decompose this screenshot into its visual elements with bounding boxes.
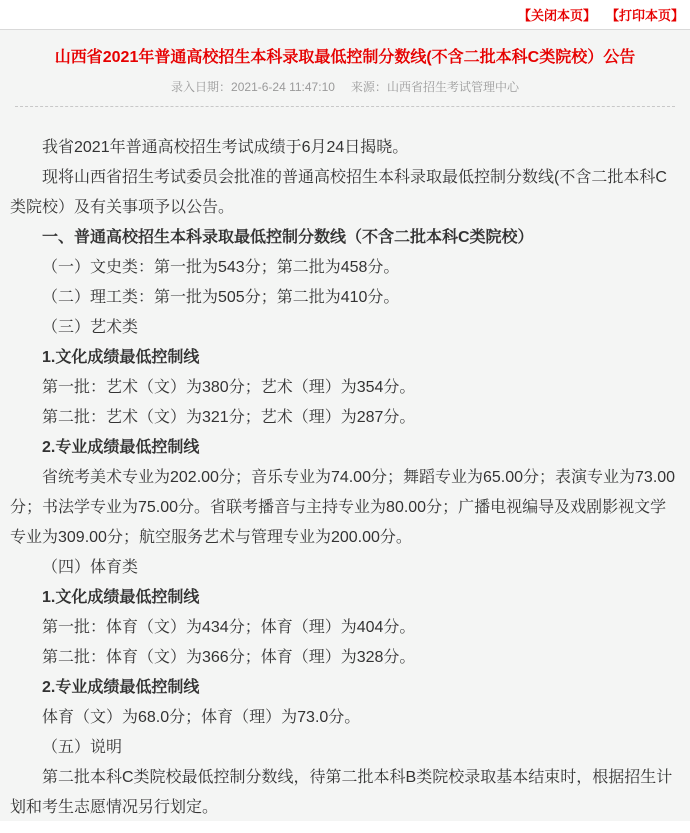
content-area bbox=[0, 30, 690, 821]
source-label: 来源： bbox=[350, 80, 387, 94]
article-paragraph: 第二批：体育（文）为366分；体育（理）为328分。 bbox=[42, 649, 416, 666]
article-paragraph: 省统考美术专业为202.00分；音乐专业为74.00分；舞蹈专业为65.00分；表演专业为73.00分；书法学专业为75.00分。省联考播音与主持专业为80.00分；广播电视编导及戏剧影视文学专业为309.00分；航空服务艺术与管理专业为200.00分。 bbox=[10, 469, 676, 546]
section-heading-culture-art: 1.文化成绩最低控制线 bbox=[42, 349, 200, 366]
section-heading-major-sport: 2.专业成绩最低控制线 bbox=[42, 679, 200, 696]
article-paragraph: 现将山西省招生考试委员会批准的普通高校招生本科录取最低控制分数线(不含二批本科C类院校）及有关事项予以公告。 bbox=[10, 169, 667, 216]
article-paragraph-shuoming: （五）说明 bbox=[42, 739, 123, 756]
source-value: 山西省招生考试管理中心 bbox=[386, 80, 519, 94]
article-paragraph: 体育（文）为68.0分；体育（理）为73.0分。 bbox=[42, 709, 361, 726]
page-title: 山西省2021年普通高校招生本科录取最低控制分数线(不含二批本科C类院校）公告 bbox=[54, 49, 636, 66]
section-heading-major-art: 2.专业成绩最低控制线 bbox=[42, 439, 200, 456]
section-heading-main: 一、普通高校招生本科录取最低控制分数线（不含二批本科C类院校） bbox=[42, 229, 534, 246]
section-heading-culture-sport: 1.文化成绩最低控制线 bbox=[42, 589, 200, 606]
article-paragraph: 第二批：艺术（文）为321分；艺术（理）为287分。 bbox=[42, 409, 416, 426]
article-paragraph: 我省2021年普通高校招生考试成绩于6月24日揭晓。 bbox=[42, 139, 409, 156]
article-paragraph-wenshi: （一）文史类：第一批为543分；第二批为458分。 bbox=[42, 259, 400, 276]
close-page-link[interactable]: 【关闭本页】 bbox=[517, 8, 596, 23]
print-page-link[interactable]: 【打印本页】 bbox=[605, 8, 684, 23]
top-bar bbox=[0, 0, 690, 30]
meta-row bbox=[0, 80, 690, 94]
article-paragraph-tiyu: （四）体育类 bbox=[42, 559, 139, 576]
article-paragraph: 第一批：艺术（文）为380分；艺术（理）为354分。 bbox=[42, 379, 416, 396]
entry-date-label: 录入日期： bbox=[171, 80, 232, 94]
entry-date-value: 2021-6-24 11:47:10 bbox=[231, 80, 335, 94]
article-body bbox=[0, 107, 690, 833]
article-paragraph-yishu: （三）艺术类 bbox=[42, 319, 139, 336]
article-paragraph: 第一批：体育（文）为434分；体育（理）为404分。 bbox=[42, 619, 416, 636]
article-paragraph: 第二批本科C类院校最低控制分数线，待第二批本科B类院校录取基本结束时，根据招生计划和考生志愿情况另行划定。 bbox=[10, 769, 673, 816]
article-paragraph-ligong: （二）理工类：第一批为505分；第二批为410分。 bbox=[42, 289, 400, 306]
